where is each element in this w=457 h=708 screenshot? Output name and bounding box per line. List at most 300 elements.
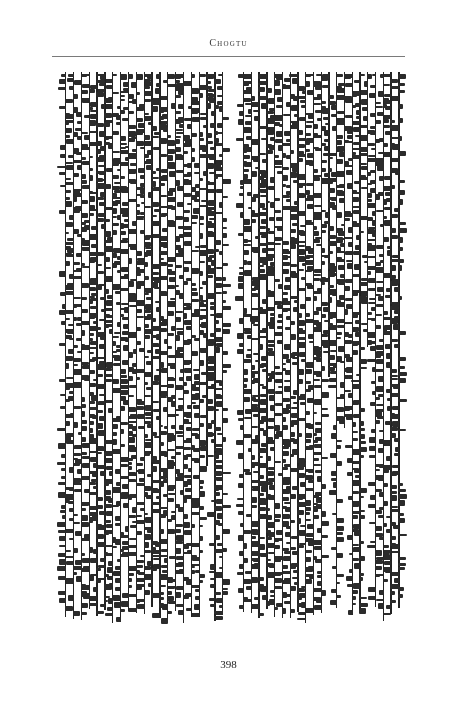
script-glyph [258,544,264,550]
script-glyph [222,505,231,509]
script-glyph [323,153,330,156]
script-glyph [144,534,152,540]
script-glyph [81,222,86,225]
script-glyph [199,517,208,519]
script-glyph [73,572,78,575]
script-glyph [346,304,353,309]
script-glyph [159,442,163,446]
script-glyph [321,521,329,526]
script-glyph [394,344,400,348]
script-glyph [65,285,74,290]
script-glyph [151,221,160,226]
script-glyph [199,330,205,335]
script-glyph [89,492,97,495]
script-glyph [68,155,74,158]
script-glyph [316,497,321,502]
script-glyph [104,480,108,486]
script-glyph [336,247,341,252]
script-glyph [217,123,223,129]
script-glyph [112,186,120,191]
script-glyph [390,413,395,419]
script-glyph [90,306,97,309]
script-glyph [131,82,136,87]
script-glyph [128,566,137,571]
script-glyph [128,585,132,588]
script-glyph [321,248,326,253]
script-glyph [144,356,149,358]
script-glyph [167,135,171,138]
script-glyph [65,246,71,250]
script-glyph [222,117,229,121]
script-glyph [323,345,330,347]
script-glyph [390,495,396,501]
script-glyph [376,386,384,392]
script-glyph [128,578,132,582]
script-glyph [168,601,176,604]
script-glyph [266,340,274,343]
script-glyph [282,255,288,260]
script-glyph [69,518,74,521]
script-glyph [290,271,297,274]
script-glyph [286,199,291,202]
script-glyph [277,326,283,329]
script-glyph [175,524,183,527]
script-glyph [201,200,208,203]
script-glyph [175,154,182,160]
script-glyph [120,385,129,389]
script-glyph [392,465,400,469]
script-glyph [370,495,376,499]
script-glyph [183,307,191,310]
script-glyph [65,435,72,441]
script-glyph [268,389,275,394]
script-glyph [148,122,152,125]
script-glyph [89,89,95,93]
script-glyph [191,394,200,400]
script-glyph [258,344,263,350]
script-glyph [251,397,256,401]
script-glyph [255,236,260,239]
script-glyph [321,535,328,538]
script-glyph [61,505,66,509]
script-glyph [375,314,382,316]
script-glyph [282,292,289,295]
script-glyph [175,570,181,574]
script-glyph [82,185,89,189]
script-glyph [297,269,303,271]
script-glyph [167,260,176,262]
script-glyph [81,553,85,556]
script-glyph [286,359,291,362]
script-glyph [159,242,168,246]
script-glyph [266,150,273,154]
script-glyph [261,486,267,492]
script-glyph [214,347,220,352]
script-glyph [104,379,112,381]
script-glyph [353,414,360,418]
script-glyph [122,118,129,121]
script-glyph [104,314,110,317]
script-glyph [136,74,143,80]
script-glyph [243,98,251,102]
script-glyph [370,126,376,129]
script-glyph [112,284,120,290]
script-glyph [297,193,305,199]
script-glyph [96,410,103,413]
script-glyph [183,135,191,141]
script-glyph [151,277,160,281]
script-glyph [315,110,322,113]
header-rule [52,56,405,57]
script-glyph [132,149,137,152]
script-glyph [297,130,303,134]
script-glyph [243,174,248,178]
script-glyph [290,586,296,591]
script-glyph [359,447,367,452]
script-glyph [104,138,108,140]
script-glyph [274,237,282,241]
script-glyph [151,466,156,472]
script-glyph [122,360,129,365]
script-glyph [183,514,188,518]
running-head: Chogtu [209,38,248,49]
script-glyph [183,217,189,222]
script-glyph [346,170,353,175]
script-glyph [128,332,137,337]
script-glyph [175,216,183,220]
script-glyph [313,588,322,592]
script-glyph [346,576,353,581]
script-glyph [371,307,376,311]
script-glyph [60,510,66,513]
script-glyph [210,123,216,128]
script-glyph [136,399,142,403]
script-glyph [290,353,295,357]
script-glyph [398,74,406,79]
script-glyph [214,466,219,469]
script-glyph [155,349,161,354]
script-glyph [136,406,145,410]
script-glyph [352,197,359,201]
script-glyph [286,185,291,189]
script-glyph [268,231,275,234]
script-glyph [183,179,189,184]
script-glyph [390,427,398,431]
script-glyph [120,494,128,499]
script-glyph [344,375,349,379]
script-glyph [192,428,199,431]
script-glyph [136,273,142,276]
script-glyph [109,329,113,335]
script-glyph [398,180,405,183]
script-glyph [344,211,351,214]
script-glyph [329,340,337,346]
script-glyph [328,197,336,199]
script-glyph [353,583,361,589]
script-glyph [89,428,94,433]
script-glyph [187,405,192,409]
script-glyph [297,396,304,400]
script-glyph [305,81,310,87]
script-glyph [194,413,200,418]
script-glyph [290,468,299,472]
script-glyph [222,588,228,590]
script-glyph [180,490,184,495]
script-glyph [317,118,322,122]
script-glyph [336,257,342,262]
script-glyph [390,143,395,149]
script-glyph [305,141,310,145]
script-glyph [398,357,406,361]
script-glyph [282,497,289,501]
script-glyph [345,83,353,88]
script-glyph [136,141,144,146]
script-glyph [258,265,264,267]
script-glyph [394,310,399,314]
script-glyph [186,376,191,381]
script-glyph [73,317,77,322]
script-glyph [336,526,344,530]
script-glyph [175,431,183,434]
script-glyph [398,594,403,598]
script-glyph [183,440,191,443]
script-glyph [390,235,397,239]
script-glyph [258,498,265,503]
script-glyph [359,608,366,614]
script-glyph [305,579,312,584]
script-glyph [305,574,313,576]
script-glyph [206,455,214,458]
script-glyph [348,242,353,247]
script-glyph [259,408,267,414]
script-glyph [222,437,226,442]
script-glyph [352,221,357,224]
script-glyph [398,190,405,195]
script-glyph [383,237,389,242]
script-glyph [175,86,183,91]
script-glyph [314,444,322,448]
script-glyph [239,605,244,609]
script-glyph [65,363,69,369]
script-glyph [266,88,271,93]
script-glyph [390,433,396,438]
script-glyph [313,177,320,181]
script-glyph [151,568,157,571]
script-glyph [152,356,160,359]
script-glyph [151,136,158,138]
script-glyph [199,574,205,577]
script-glyph [167,414,175,417]
script-glyph [275,379,283,383]
script-glyph [300,525,307,527]
script-glyph [243,369,248,375]
script-glyph [321,230,327,233]
script-glyph [243,244,251,246]
script-glyph [243,161,247,164]
script-glyph [331,547,337,550]
script-glyph [243,597,248,602]
script-glyph [81,502,89,505]
script-glyph [136,129,144,135]
script-glyph [238,588,244,592]
script-glyph [104,545,113,547]
script-glyph [175,350,180,354]
script-glyph [144,79,151,82]
script-glyph [156,496,160,499]
script-glyph [328,235,335,239]
script-glyph [81,344,86,347]
script-glyph [61,468,66,471]
script-glyph [398,331,406,335]
script-glyph [266,559,271,561]
script-glyph [294,114,299,117]
script-glyph [122,317,129,321]
script-glyph [120,276,129,279]
script-glyph [251,439,258,444]
script-glyph [386,198,391,202]
script-glyph [368,504,376,509]
script-glyph [285,327,290,330]
script-glyph [243,155,250,159]
script-glyph [61,74,66,77]
script-glyph [379,590,384,595]
script-glyph [282,184,286,187]
script-glyph [120,208,129,214]
script-glyph [313,452,322,456]
script-glyph [81,515,88,520]
script-glyph [258,189,262,192]
script-glyph [356,235,361,240]
script-glyph [148,583,152,587]
script-glyph [297,510,304,516]
script-glyph [155,301,160,303]
script-glyph [123,82,129,87]
script-glyph [297,495,303,500]
script-glyph [89,352,94,355]
script-glyph [313,515,319,520]
script-glyph [305,74,311,77]
script-glyph [112,432,117,435]
script-glyph [298,174,306,180]
script-glyph [91,226,97,229]
script-glyph [216,401,223,407]
script-glyph [206,399,213,404]
script-glyph [128,244,136,247]
script-glyph [100,471,105,476]
script-glyph [367,199,372,202]
script-glyph [188,106,192,109]
script-glyph [383,440,392,446]
script-glyph [214,328,221,332]
script-glyph [344,368,349,372]
script-glyph [243,219,250,225]
script-glyph [266,144,272,148]
script-glyph [275,391,282,394]
script-glyph [171,425,176,429]
script-glyph [65,178,71,180]
script-glyph [270,137,275,141]
script-glyph [344,390,351,392]
script-glyph [60,394,66,396]
script-glyph [398,494,407,499]
script-glyph [238,535,244,541]
script-glyph [392,255,399,258]
script-glyph [99,319,105,321]
script-glyph [270,177,275,183]
script-glyph [146,165,153,169]
script-glyph [313,147,319,149]
script-glyph [89,370,96,374]
script-glyph [60,145,66,150]
script-glyph [361,323,369,325]
script-glyph [175,592,181,598]
script-glyph [128,407,136,412]
script-glyph [372,391,376,395]
script-glyph [136,309,143,312]
script-glyph [96,611,104,614]
script-glyph [266,322,273,326]
script-glyph [69,274,74,278]
script-glyph [191,222,197,224]
script-glyph [65,487,70,490]
script-glyph [104,240,112,243]
script-glyph [175,504,180,507]
script-glyph [214,592,221,595]
script-glyph [104,98,112,104]
script-glyph [65,222,73,227]
script-glyph [214,320,218,324]
script-glyph [169,277,176,282]
script-glyph [266,256,272,262]
script-glyph [120,396,126,402]
script-glyph [65,242,74,245]
script-glyph [65,550,71,552]
script-glyph [106,466,113,469]
script-glyph [276,530,282,535]
script-glyph [191,555,198,558]
script-glyph [136,377,140,380]
script-glyph [297,594,302,599]
script-glyph [321,366,325,371]
script-glyph [136,599,140,603]
script-glyph [159,592,164,595]
script-glyph [60,292,66,295]
script-glyph [136,470,143,472]
script-glyph [390,472,396,476]
script-glyph [123,345,129,351]
script-glyph [222,196,228,199]
script-glyph [282,206,291,210]
script-glyph [210,604,215,606]
script-glyph [81,200,89,204]
script-glyph [199,455,206,458]
script-glyph [171,326,176,331]
script-glyph [144,574,153,580]
script-glyph [117,215,121,219]
script-glyph [277,340,282,344]
script-glyph [73,463,80,466]
script-glyph [258,83,265,86]
script-glyph [239,343,244,346]
script-glyph [106,524,113,528]
script-glyph [309,341,314,343]
script-glyph [344,96,352,101]
script-glyph [349,553,353,555]
script-glyph [317,571,321,574]
script-glyph [183,151,188,154]
script-glyph [183,390,190,394]
script-glyph [243,150,247,153]
